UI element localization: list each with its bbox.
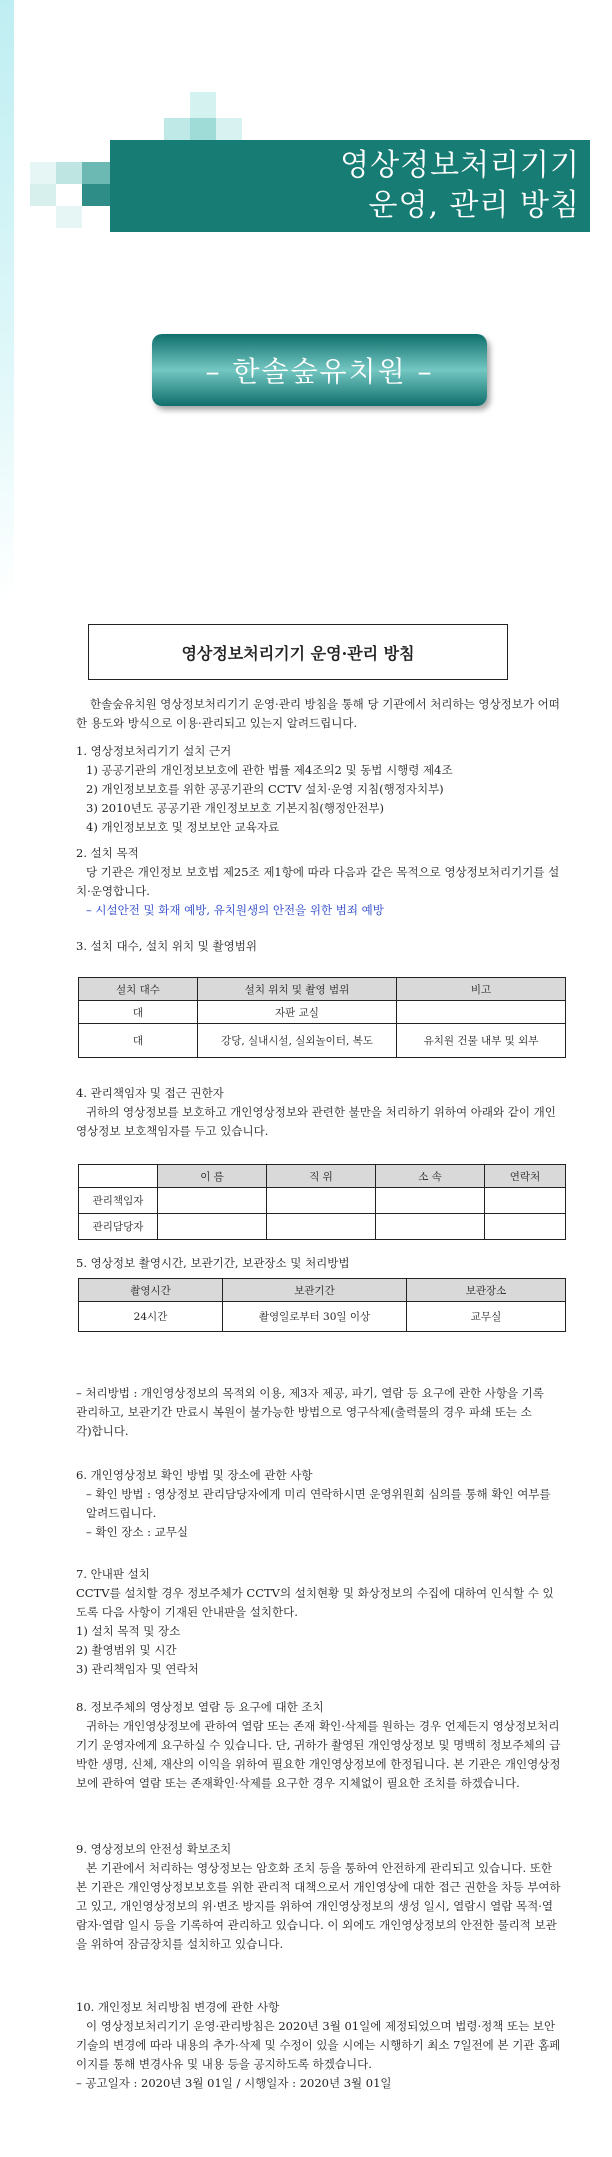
table-cell — [158, 1188, 267, 1214]
table-row — [79, 1214, 566, 1240]
table-header-row — [79, 1165, 566, 1188]
section-1-heading: 1. 영상정보처리기기 설치 근거 — [76, 744, 232, 758]
section-8-heading: 8. 정보주체의 영상정보 열람 등 요구에 대한 조치 — [76, 1700, 324, 1714]
decorative-square — [216, 118, 242, 140]
table-header-row — [79, 1279, 566, 1302]
table-header-row — [79, 978, 566, 1001]
table-header-cell: 보관기간 — [223, 1279, 407, 1302]
section-3-heading: 3. 설치 대수, 설치 위치 및 촬영범위 — [76, 939, 257, 953]
table-header-cell: 직 위 — [267, 1165, 376, 1188]
table-header-cell: 소 속 — [376, 1165, 485, 1188]
cover-title-line2: 운영, 관리 방침 — [368, 188, 580, 223]
section-7-heading: 7. 안내판 설치 — [76, 1567, 150, 1581]
section-1-item: 2) 개인정보보호를 위한 공공기관의 CCTV 설치·운영 지침(행정자치부) — [86, 782, 444, 796]
intro-text: 한솔숲유치원 영상정보처리기기 운영·관리 방침을 통해 당 기관에서 처리하는 영상정보가 어떠한 용도와 방식으로 이용·관리되고 있는지 알려드립니다. — [76, 697, 560, 730]
table-header-cell: 촬영시간 — [79, 1279, 223, 1302]
section-1 — [76, 742, 564, 837]
section-9-heading: 9. 영상정보의 안전성 확보조치 — [76, 1842, 232, 1856]
section-2 — [76, 844, 564, 920]
section-10-body: 이 영상정보처리기기 운영·관리방침은 2020년 3월 01일에 제정되었으며 법령·정책 또는 보안기술의 변경에 따라 내용의 추가·삭제 및 수정이 있을 시에는 시행하기 최소 7일전에 본 기관 홈페이지를 통해 변경사유 및 내용 등을 공지하도록 하겠습니다. — [76, 2019, 561, 2071]
decorative-square — [56, 206, 82, 228]
decorative-square — [56, 162, 82, 184]
section-7-body: CCTV를 설치할 경우 정보주체가 CCTV의 설치현황 및 화상정보의 수집에 대하여 인식할 수 있도록 다음 사항이 기재된 안내판을 설치한다. — [76, 1586, 554, 1619]
table-cell: 강당, 실내시설, 실외놀이터, 복도 — [198, 1024, 397, 1058]
section-8-body: 귀하는 개인영상정보에 관하여 열람 또는 존재 확인·삭제를 원하는 경우 언제든지 영상정보처리기기 운영자에게 요구하실 수 있습니다. 단, 귀하가 촬영된 개인영상정보 및 명백히 정보주체의 급박한 생명, 신체, 재산의 이익을 위하여 필요한 개인영상정보에 한정됩니다. 본 기관은 개인영상정보에 관하여 열람 또는 존재확인·삭제를 요구한 경우 지체없이 필요한 조치를 하겠습니다. — [76, 1719, 561, 1790]
section-6-place: – 확인 장소 : 교무실 — [86, 1525, 189, 1539]
table-cell — [376, 1214, 485, 1240]
table-cell: 24시간 — [79, 1302, 223, 1332]
decorative-square — [30, 162, 56, 184]
table-cell — [397, 1001, 566, 1024]
document-title: 영상정보처리기기 운영·관리 방침 — [88, 624, 508, 680]
table-header-cell: 비고 — [397, 978, 566, 1001]
table-cell: 촬영일로부터 30일 이상 — [223, 1302, 407, 1332]
section-7 — [76, 1565, 564, 1679]
table-cell: 관리담당자 — [79, 1214, 158, 1240]
table-row — [79, 1024, 566, 1058]
decorative-square — [190, 92, 216, 118]
decorative-square — [164, 118, 190, 140]
table-cell: 교무실 — [407, 1302, 566, 1332]
section-8 — [76, 1698, 564, 1793]
table-header-cell: 연락처 — [485, 1165, 566, 1188]
table-header-cell: 보관장소 — [407, 1279, 566, 1302]
table-cell: 유치원 건물 내부 및 외부 — [397, 1024, 566, 1058]
install-table — [78, 977, 566, 1058]
cover-title — [180, 140, 580, 232]
section-10-dates: – 공고일자 : 2020년 3월 01일 / 시행일자 : 2020년 3월 01일 — [76, 2076, 392, 2090]
section-10-heading: 10. 개인정보 처리방침 변경에 관한 사항 — [76, 2000, 280, 2014]
section-4 — [76, 1084, 564, 1141]
section-2-purpose: – 시설안전 및 화재 예방, 유치원생의 안전을 위한 범죄 예방 — [86, 903, 384, 917]
table-row — [79, 1302, 566, 1332]
table-cell — [485, 1214, 566, 1240]
section-9-body: 본 기관에서 처리하는 영상정보는 암호화 조치 등을 통하여 안전하게 관리되고 있습니다. 또한 본 기관은 개인영상정보보호를 위한 관리적 대책으로서 개인영상에 대한 접근 권한을 차등 부여하고 있고, 개인영상정보의 위·변조 방지를 위하여 개인영상정보의 생성 일시, 열람시 열람 목적·열람자·열람 일시 등을 기록하여 관리하고 있습니다. 이 외에도 개인영상정보의 안전한 물리적 보관을 위하여 잠금장치를 설치하고 있습니다. — [76, 1861, 561, 1951]
table-header-cell: 설치 대수 — [79, 978, 198, 1001]
section-1-item: 4) 개인정보보호 및 정보보안 교육자료 — [86, 820, 280, 834]
table-cell: 관리책임자 — [79, 1188, 158, 1214]
section-2-heading: 2. 설치 목적 — [76, 846, 139, 860]
section-10 — [76, 1998, 564, 2093]
decorative-square — [82, 184, 110, 206]
cover-page — [0, 0, 612, 600]
org-name-badge — [152, 334, 487, 406]
section-5-method: – 처리방법 : 개인영상정보의 목적외 이용, 제3자 제공, 파기, 열람 등 요구에 관한 사항을 기록관리하고, 보관기간 만료시 복원이 불가능한 방법으로 영구삭제(출력물의 경우 파쇄 또는 소각)합니다. — [76, 1386, 544, 1438]
decorative-square — [190, 118, 216, 140]
table-row — [79, 1001, 566, 1024]
table-header-cell: 설치 위치 및 촬영 범위 — [198, 978, 397, 1001]
table-cell — [485, 1188, 566, 1214]
retention-table — [78, 1278, 566, 1332]
section-6-method: – 확인 방법 : 영상정보 관리담당자에게 미리 연락하시면 운영위원회 심의를 통해 확인 여부를 알려드립니다. — [86, 1487, 551, 1520]
section-4-heading: 4. 관리책임자 및 접근 권한자 — [76, 1086, 224, 1100]
decorative-strip — [0, 0, 14, 600]
table-cell — [158, 1214, 267, 1240]
section-6-heading: 6. 개인영상정보 확인 방법 및 장소에 관한 사항 — [76, 1468, 313, 1482]
section-5-heading: 5. 영상정보 촬영시간, 보관기간, 보관장소 및 처리방법 — [76, 1256, 350, 1270]
section-6 — [76, 1466, 564, 1542]
section-2-body: 당 기관은 개인정보 보호법 제25조 제1항에 따라 다음과 같은 목적으로 영상정보처리기기를 설치·운영합니다. — [76, 865, 560, 898]
section-7-item: 2) 촬영범위 및 시간 — [76, 1643, 177, 1657]
section-7-item: 3) 관리책임자 및 연락처 — [76, 1662, 199, 1676]
intro-paragraph — [76, 695, 564, 733]
table-cell: 대 — [79, 1001, 198, 1024]
table-header-cell: 이 름 — [158, 1165, 267, 1188]
cover-title-line1: 영상정보처리기기 — [340, 148, 580, 183]
table-cell — [267, 1188, 376, 1214]
manager-table — [78, 1164, 566, 1240]
table-cell — [267, 1214, 376, 1240]
section-1-item: 3) 2010년도 공공기관 개인정보보호 기본지침(행정안전부) — [86, 801, 384, 815]
table-cell: 대 — [79, 1024, 198, 1058]
section-9 — [76, 1840, 564, 1954]
decorative-square — [30, 184, 56, 206]
table-cell: 자판 교실 — [198, 1001, 397, 1024]
decorative-square — [82, 162, 110, 184]
table-row — [79, 1188, 566, 1214]
section-4-body: 귀하의 영상정보를 보호하고 개인영상정보와 관련한 불만을 처리하기 위하여 아래와 같이 개인영상정보 보호책임자를 두고 있습니다. — [76, 1105, 556, 1138]
table-header-cell — [79, 1165, 158, 1188]
section-1-item: 1) 공공기관의 개인정보보호에 관한 법률 제4조의2 및 동법 시행령 제4조 — [86, 763, 453, 777]
org-name: – 한솔숲유치원 – — [205, 355, 434, 388]
section-7-item: 1) 설치 목적 및 장소 — [76, 1624, 181, 1638]
table-cell — [376, 1188, 485, 1214]
